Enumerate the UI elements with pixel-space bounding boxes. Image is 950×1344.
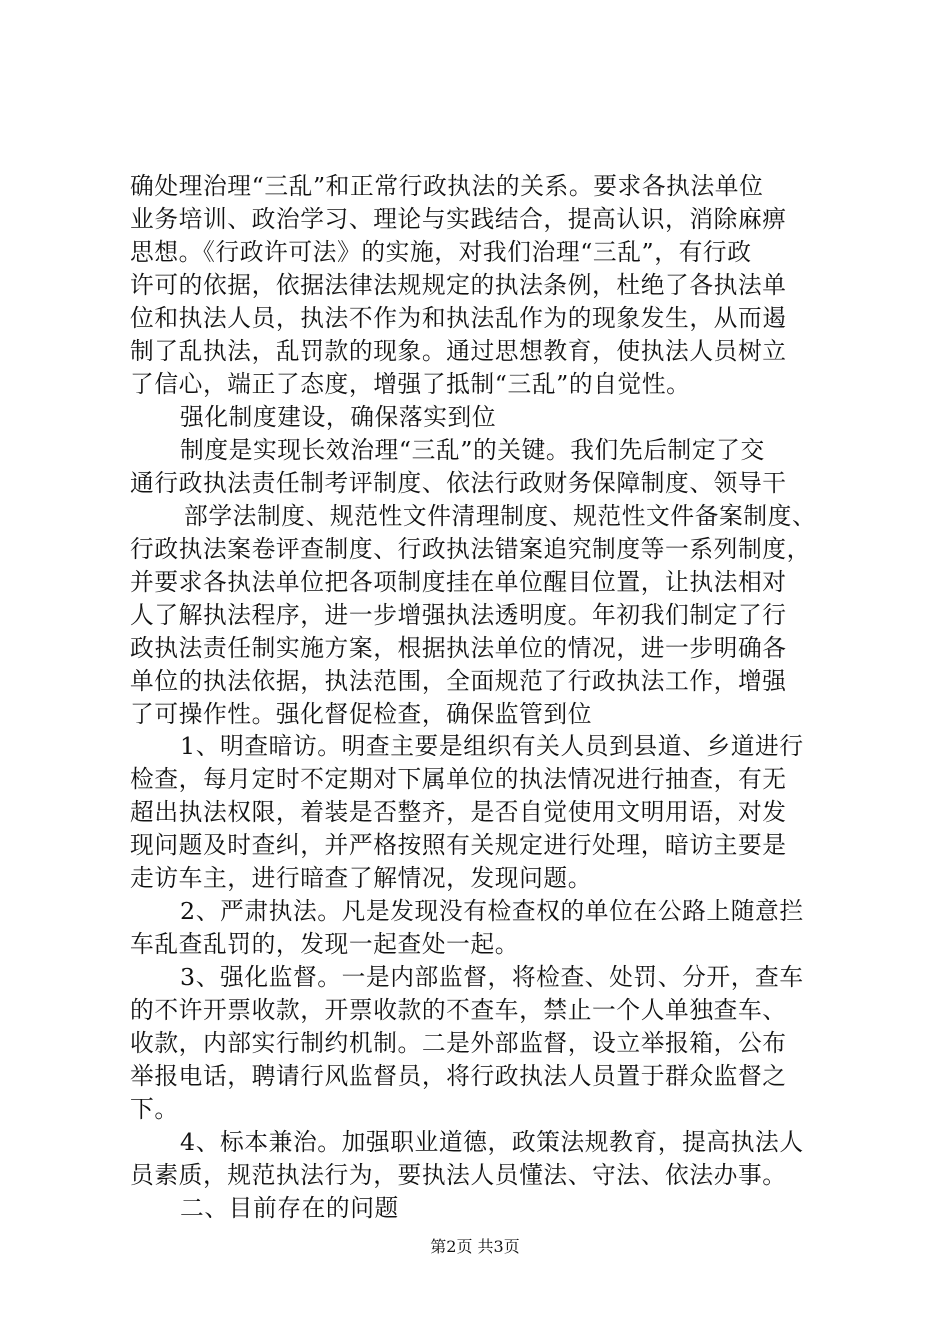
paragraph-first-line: 4、标本兼治。加强职业道德，政策法规教育，提高执法人 (180, 1128, 804, 1157)
body-line: 政执法责任制实施方案，根据执法单位的情况，进一步明确各 (130, 633, 787, 662)
body-line: 制了乱执法，乱罚款的现象。通过思想教育，使执法人员树立 (130, 336, 787, 365)
body-line: 部学法制度、规范性文件清理制度、规范性文件备案制度、 (184, 501, 817, 530)
body-line: 了信心，端正了态度，增强了抵制“三乱”的自觉性。 (130, 369, 691, 398)
body-line: 并要求各执法单位把各项制度挂在单位醒目位置，让执法相对 (130, 567, 787, 596)
page-number-footer: 第2页 共3页 (430, 1237, 520, 1256)
body-line: 人了解执法程序，进一步增强执法透明度。年初我们制定了行 (130, 600, 787, 629)
body-line: 位和执法人员，执法不作为和执法乱作为的现象发生，从而遏 (130, 303, 787, 332)
body-line: 的不许开票收款，开票收款的不查车，禁止一个人单独查车、 (130, 996, 787, 1025)
body-line: 行政执法案卷评查制度、行政执法错案追究制度等一系列制度， (130, 534, 811, 563)
paragraph-first-line: 制度是实现长效治理“三乱”的关键。我们先后制定了交 (180, 435, 765, 464)
body-line: 单位的执法依据，执法范围，全面规范了行政执法工作，增强 (130, 666, 787, 695)
body-line: 员素质，规范执法行为，要执法人员懂法、守法、依法办事。 (130, 1161, 787, 1190)
body-line: 通行政执法责任制考评制度、依法行政财务保障制度、领导干 (130, 468, 787, 497)
body-line: 现问题及时查纠，并严格按照有关规定进行处理，暗访主要是 (130, 831, 787, 860)
paragraph-first-line: 3、强化监督。一是内部监督，将检查、处罚、分开，查车 (180, 963, 804, 992)
body-line: 收款，内部实行制约机制。二是外部监督，设立举报箱，公布 (130, 1029, 787, 1058)
body-line: 确处理治理“三乱”和正常行政执法的关系。要求各执法单位 (130, 172, 764, 200)
body-line: 走访车主，进行暗查了解情况，发现问题。 (130, 864, 593, 893)
body-line: 检查，每月定时不定期对下属单位的执法情况进行抽查，有无 (130, 765, 787, 794)
paragraph-first-line: 1、明查暗访。明查主要是组织有关人员到县道、乡道进行 (180, 732, 804, 761)
body-line: 举报电话，聘请行风监督员，将行政执法人员置于群众监督之 (130, 1062, 787, 1091)
body-line: 车乱查乱罚的，发现一起查处一起。 (130, 930, 520, 959)
body-line: 了可操作性。强化督促检查，确保监管到位 (130, 699, 593, 728)
body-line: 下。 (130, 1095, 179, 1124)
body-line: 思想。《行政许可法》的实施，对我们治理“三乱”，有行政 (130, 237, 752, 266)
paragraph-first-line: 2、严肃执法。凡是发现没有检查权的单位在公路上随意拦 (180, 897, 804, 926)
body-line: 许可的依据，依据法律法规规定的执法条例，杜绝了各执法单 (130, 270, 787, 299)
section-heading: 二、目前存在的问题 (180, 1194, 399, 1223)
body-line: 业务培训、政治学习、理论与实践结合，提高认识，消除麻痹 (130, 204, 787, 233)
body-line: 超出执法权限，着装是否整齐，是否自觉使用文明用语，对发 (130, 798, 787, 827)
section-heading: 强化制度建设，确保落实到位 (180, 402, 497, 431)
